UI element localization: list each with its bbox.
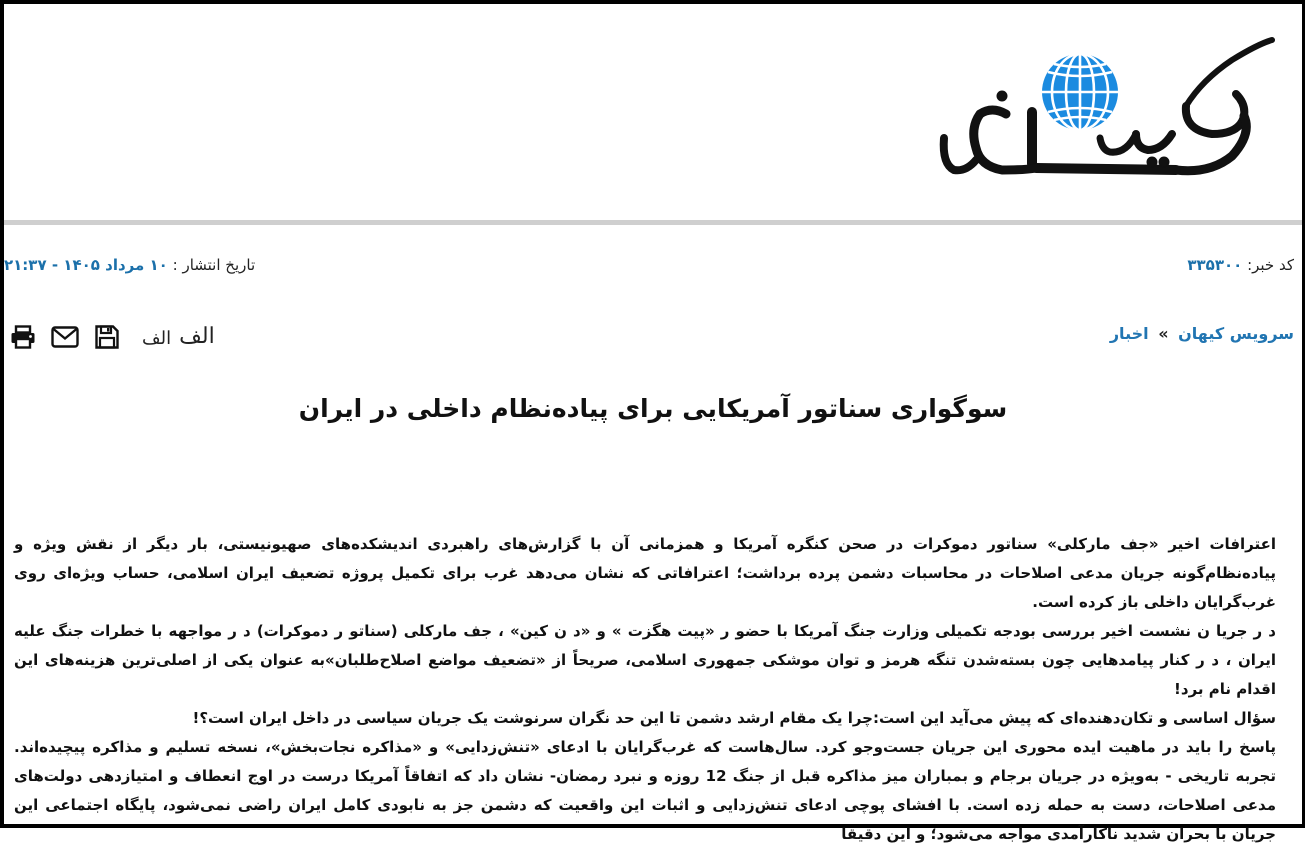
publish-date — [4, 256, 255, 274]
breadcrumb-section-link[interactable]: اخبار — [1109, 324, 1149, 343]
breadcrumb-service-link[interactable]: سرویس کیهان — [1178, 324, 1294, 343]
article-body — [14, 530, 1276, 849]
site-logo[interactable] — [940, 34, 1280, 184]
save-icon[interactable] — [92, 322, 122, 352]
globe-icon — [1042, 54, 1118, 130]
article-paragraph: سؤال اساسی و تکان‌دهنده‌ای که پیش می‌آید این است:چرا یک مقام ارشد دشمن تا این حد نگران سرنوشت یک جریان سیاسی در داخل ایران است؟! — [192, 709, 1276, 727]
print-icon[interactable] — [8, 322, 38, 352]
news-code — [1187, 256, 1294, 274]
news-code-label: کد خبر: — [1247, 256, 1294, 274]
article-paragraph: اعترافات اخیر «جف مارکلی» سناتور دموکرات در صحن کنگره آمریکا و همزمانی آن با گزارش‌های راهبردی اندیشکده‌های صهیونیستی، بار دیگر از نقش ویژه و پیاده‌نظام‌گونه جریان مدعی اصلاحات در محاسبات دشمن پرده برداشت؛ اعترافاتی که نشان می‌دهد غرب برای تکمیل پروژه تضعیف ایران اسلامی، حساب ویژه‌ای روی غرب‌گرایان داخلی باز کرده است. — [14, 535, 1276, 611]
article-tools — [8, 320, 215, 354]
publish-date-label: تاریخ انتشار : — [172, 256, 256, 274]
font-decrease-button[interactable]: الف — [142, 328, 172, 349]
email-icon[interactable] — [50, 322, 80, 352]
article-title: سوگواری سناتور آمریکایی برای پیاده‌نظام داخلی در ایران — [298, 394, 1008, 423]
tools-row — [4, 318, 1302, 358]
meta-row — [4, 252, 1302, 282]
site-header — [4, 4, 1302, 220]
article-paragraph: پاسخ را باید در ماهیت ایده محوری این جریان جست‌وجو کرد. سال‌هاست که غرب‌گرایان با ادعای «تنش‌زدایی» و «مذاکره نجات‌بخش»، نسخه تسلیم و مذاکره پیچیده‌اند. تجربه تاریخی - به‌ویژه در جریان برجام و بمباران میز مذاکره قبل از جنگ 12 روزه و نبرد رمضان- نشان داد که اتفاقاً آمریکا درست در اوج انعطاف و امتیازدهی دولت‌های مدعی اصلاحات، دست به حمله زده است. با افشای پوچی ادعای تنش‌زدایی و اثبات این واقعیت که دشمن جز به نابودی کامل ایران راضی نمی‌شود، پایگاه اجتماعی این جریان با بحران شدید ناکارآمدی مواجه می‌شود؛ و این دقیقا — [14, 738, 1276, 843]
breadcrumb — [1110, 324, 1294, 343]
publish-date-value: ۱۰ مرداد ۱۴۰۵ - ۲۱:۳۷ — [4, 256, 168, 274]
news-code-value: ۳۳۵۳۰۰ — [1187, 256, 1243, 274]
font-increase-button[interactable]: الف — [179, 324, 215, 349]
article-paragraph: د ر جریا ن نشست اخیر بررسی بودجه تکمیلی وزارت جنگ آمریکا با حضو ر «پیت هگزت » و «د ن کین» ، جف مارکلی (سناتو ر دموکرات) د ر مواجهه با خطرات جنگ علیه ایران ، د ر کنار پیامدهایی چون بسته‌شدن تنگه هرمز و توان موشکی جمهوری اسلامی، صریحاً از «تضعیف مواضع اصلاح‌طلبان»به عنوان یکی از اصلی‌ترین هزینه‌های این اقدام نام برد! — [14, 622, 1276, 698]
header-divider — [4, 220, 1302, 225]
logo-graphic — [940, 34, 1280, 184]
breadcrumb-separator: » — [1158, 324, 1169, 343]
